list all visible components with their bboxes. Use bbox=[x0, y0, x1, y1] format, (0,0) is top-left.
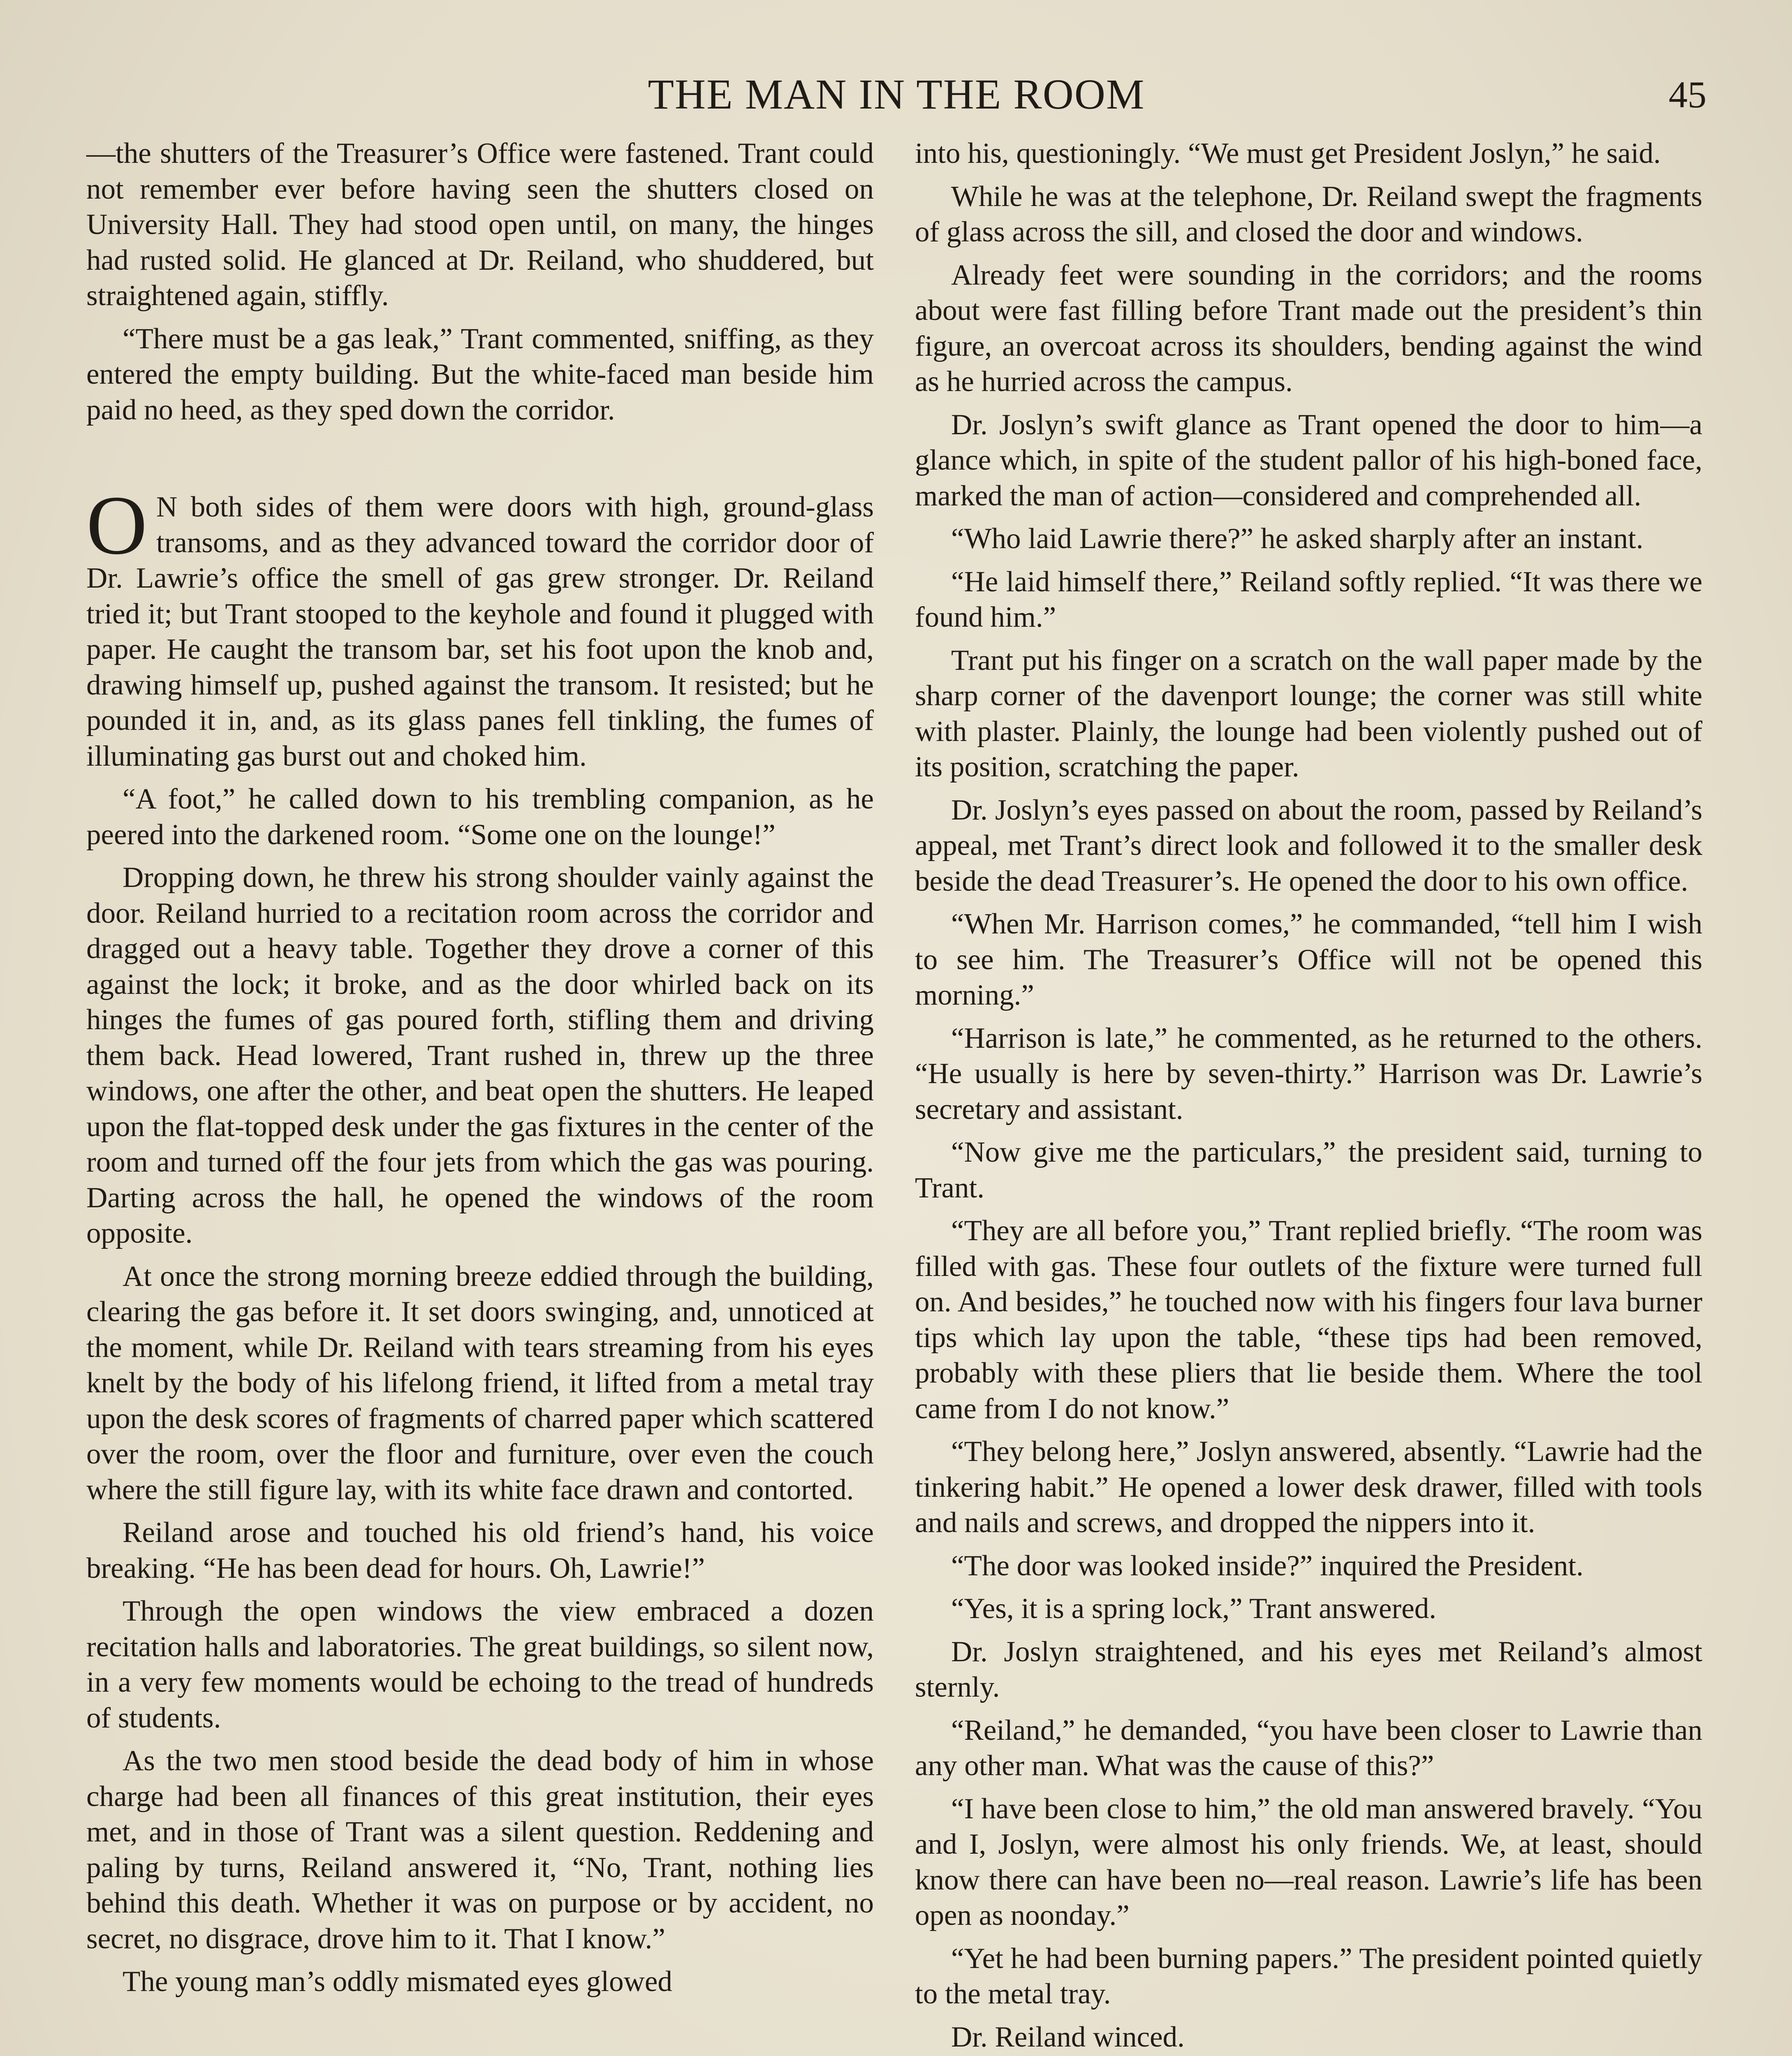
page-header bbox=[86, 66, 1706, 132]
paragraph: Trant put his finger on a scratch on the wall paper made by the sharp corner of the davenport lounge; the corner was still white with plaster. Plainly, the lounge had been violently pushed out of its position, scratching the paper. bbox=[915, 644, 1702, 783]
paragraph: “He laid himself there,” Reiland softly replied. “It was there we found him.” bbox=[915, 565, 1702, 633]
page-number: 45 bbox=[1669, 74, 1706, 116]
paragraph: Reiland arose and touched his old friend’s hand, his voice breaking. “He has been dead for hours. Oh, Lawrie!” bbox=[86, 1517, 874, 1584]
paragraph: The young man’s oddly mismated eyes glowed bbox=[123, 1966, 672, 1998]
right-column bbox=[915, 136, 1702, 2056]
paragraph: “There must be a gas leak,” Trant commented, sniffing, as they entered the empty building. But the white-faced man beside him paid no heed, as they sped down the corridor. bbox=[86, 322, 874, 426]
paragraph: “They belong here,” Joslyn answered, absently. “Lawrie had the tinkering habit.” He opened a lower desk drawer, filled with tools and nails and screws, and dropped the nippers into it. bbox=[915, 1435, 1702, 1539]
drop-cap: O bbox=[86, 479, 148, 572]
paragraph: While he was at the telephone, Dr. Reiland swept the fragments of glass across the sill, and closed the door and windows. bbox=[915, 180, 1702, 248]
paragraph: Through the open windows the view embraced a dozen recitation halls and laboratories. The great buildings, so silent now, in a very few moments would be echoing to the tread of hundreds of students. bbox=[86, 1595, 874, 1734]
paragraph: As the two men stood beside the dead body of him in whose charge had been all finances of this great institution, their eyes met, and in those of Trant was a silent question. Reddening and paling by turns, Reiland answered it, “No, Trant, nothing lies behind this death. Whether it was on purpose or by accident, no secret, no disgrace, drove him to it. That I know.” bbox=[86, 1745, 874, 1955]
paragraph: Dr. Reiland winced. bbox=[951, 2021, 1185, 2053]
paragraph: “Harrison is late,” he commented, as he returned to the others. “He usually is here by seven-thirty.” Harrison was Dr. Lawrie’s secretary and assistant. bbox=[915, 1022, 1702, 1125]
paragraph: “The door was looked inside?” inquired the President. bbox=[951, 1549, 1584, 1582]
paragraph: “Now give me the particulars,” the president said, turning to Trant. bbox=[915, 1136, 1702, 1204]
section-opening-paragraph bbox=[86, 479, 874, 774]
paragraph: “Who laid Lawrie there?” he asked sharply after an instant. bbox=[951, 523, 1644, 555]
paragraph: Already feet were sounding in the corridors; and the rooms about were fast filling before Trant made out the president’s thin figure, an overcoat across its shoulders, bending against the wind as he hurried across the campus. bbox=[915, 259, 1702, 398]
paragraph: “When Mr. Harrison comes,” he commanded, “tell him I wish to see him. The Treasurer’s Office will not be opened this morning.” bbox=[915, 908, 1702, 1011]
paragraph: Dr. Joslyn straightened, and his eyes met Reiland’s almost sternly. bbox=[915, 1635, 1702, 1703]
paragraph: into his, questioningly. “We must get President Joslyn,” he said. bbox=[915, 137, 1661, 169]
paragraph-text: N both sides of them were doors with high, ground-glass transoms, and as they advanced toward the corridor door of Dr. Lawrie’s office the smell of gas grew stronger. Dr. Reiland tried it; but Trant stooped to the keyhole and found it plugged with paper. He caught the transom bar, set his foot upon the knob and, drawing himself up, pushed against the transom. It resisted; but he pounded it in, and, as its glass panes fell tinkling, the fumes of illuminating gas burst out and choked him. bbox=[86, 491, 874, 772]
paragraph: “Yet he had been burning papers.” The president pointed quietly to the metal tray. bbox=[915, 1942, 1702, 2010]
paragraph: Dr. Joslyn’s swift glance as Trant opened the door to him—a glance which, in spite of the student pallor of his high-boned face, marked the man of action—considered and comprehended all. bbox=[915, 408, 1702, 512]
paragraph: Dropping down, he threw his strong shoulder vainly against the door. Reiland hurried to a recitation room across the corridor and dragged out a heavy table. Together they drove a corner of this against the lock; it broke, and as the door whirled back on its hinges the fumes of gas poured forth, stifling them and driving them back. Head lowered, Trant rushed in, threw up the three windows, one after the other, and beat open the shutters. He leaped upon the flat-topped desk under the gas fixtures in the center of the room and turned off the four jets from which the gas was pouring. Darting across the hall, he opened the windows of the room opposite. bbox=[86, 861, 874, 1249]
paragraph: “A foot,” he called down to his trembling companion, as he peered into the darkened room. “Some one on the lounge!” bbox=[86, 783, 874, 851]
running-title: THE MAN IN THE ROOM bbox=[648, 71, 1145, 118]
paragraph: “Yes, it is a spring lock,” Trant answered. bbox=[951, 1593, 1436, 1625]
paragraph: “They are all before you,” Trant replied briefly. “The room was filled with gas. These four outlets of the fixture were turned full on. And besides,” he touched now with his fingers four lava burner tips which lay upon the table, “these tips had been removed, probably with these pliers that lie beside them. Where the tool came from I do not know.” bbox=[915, 1215, 1702, 1425]
paragraph: At once the strong morning breeze eddied through the building, clearing the gas before it. It set doors swinging, and, unnoticed at the moment, while Dr. Reiland with tears streaming from his eyes knelt by the body of his lifelong friend, it lifted from a metal tray upon the desk scores of fragments of charred paper which scattered over the room, over the floor and furniture, over even the couch where the still figure lay, with its white face drawn and contorted. bbox=[86, 1260, 874, 1506]
left-column bbox=[86, 136, 874, 2007]
paragraph: Dr. Joslyn’s eyes passed on about the room, passed by Reiland’s appeal, met Trant’s direct look and followed it to the smaller desk beside the dead Treasurer’s. He opened the door to his own office. bbox=[915, 794, 1702, 897]
paragraph: —the shutters of the Treasurer’s Office were fastened. Trant could not remember ever before having seen the shutters closed on University Hall. They had stood open until, on many, the hinges had rusted solid. He glanced at Dr. Reiland, who shuddered, but straightened again, stiffly. bbox=[86, 137, 874, 312]
paragraph: “Reiland,” he demanded, “you have been closer to Lawrie than any other man. What was the cause of this?” bbox=[915, 1714, 1702, 1782]
paragraph: “I have been close to him,” the old man answered bravely. “You and I, Joslyn, were almost his only friends. We, at least, should know there can have been no—real reason. Lawrie’s life has been open as noonday.” bbox=[915, 1792, 1702, 1931]
